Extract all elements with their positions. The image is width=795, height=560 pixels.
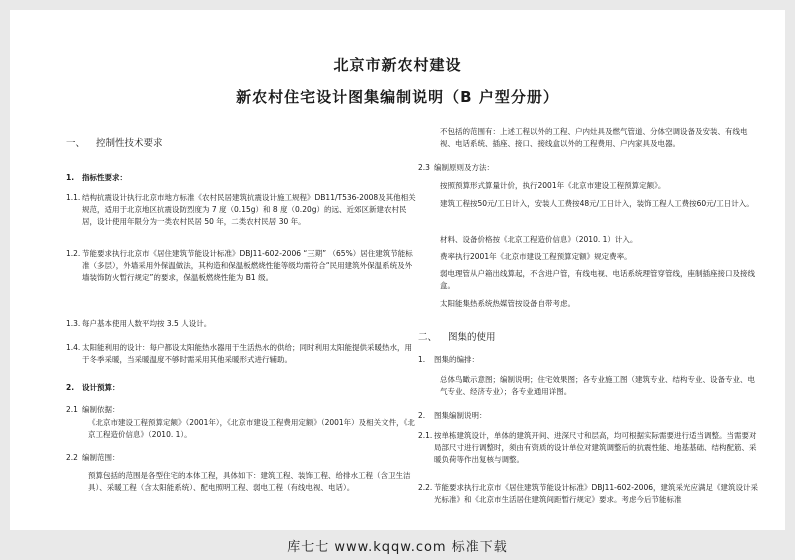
method-line-2: 建筑工程按50元/工日计入，安装人工费按48元/工日计入，装饰工程人工费按60元/工日计入。 <box>440 199 754 208</box>
section-heading: 二、 图集的使用 <box>418 332 496 343</box>
paragraph-2-3: 2.3 编制原则及方法： <box>418 163 494 172</box>
method-line-6: 太阳能集热系统热媒管按设备自带考虑。 <box>440 299 575 308</box>
usage-note-2-1: 2.1. 按单栋建筑设计，单体的建筑开间、进深尺寸和层高，均可根据实际需要进行适当调整。当需要对局部尺寸进行调整时，须由有资质的设计单位对建筑调整后的抗震性能、地基基础、结构配筋、采暖负荷等作出复核与调整。 <box>418 431 757 464</box>
section-heading: 一、 控制性技术要求 <box>66 138 163 149</box>
document-page <box>10 10 785 530</box>
paragraph-2-2-text: 预算包括的范围是各型住宅的本体工程，具体如下：建筑工程、装饰工程、给排水工程（含卫生洁具）、采暖工程（含太阳能系统）、配电照明工程、弱电工程（有线电视、电话）。 <box>88 471 411 492</box>
method-line-5: 弱电理管从户箱出线算起，不含进户管，有线电视、电话系统理管穿管线，座制插座接口及接线盒。 <box>440 269 755 290</box>
usage-notes-heading: 2. 图集编制说明： <box>418 411 487 420</box>
document-title: 北京市新农村建设 <box>333 56 462 74</box>
paragraph-2-2: 2.2 编制范围： <box>66 453 120 462</box>
method-line-4: 费率执行2001年《北京市建设工程预算定额》规定费率。 <box>440 252 632 261</box>
paragraph-1-4: 1.4. 太阳能利用的设计：每户都设太阳能热水器用于生活热水的供给；同时利用太阳能提供采暖热水，用于冬季采暖，当采暖温度不够时需采用其他采暖形式进行辅助。 <box>66 343 412 364</box>
document-subtitle: 新农村住宅设计图集编制说明（B 户型分册） <box>236 88 559 106</box>
subsection-heading: 1. 指标性要求： <box>66 173 127 182</box>
subsection-heading: 2. 设计预算： <box>66 383 120 392</box>
paragraph-2-1-text: 《北京市建设工程预算定额》（2001年），《北京市建设工程费用定额》（2001年）及相关文件，《北京工程造价信息》（2010. 1）。 <box>88 418 415 439</box>
usage-note-2-2: 2.2. 节能要求执行北京市《居住建筑节能设计标准》DBJ11-602-2006，建筑采光应满足《建筑设计采光标准》和《北京市生活居住建筑间距暂行规定》要求。考虑今后节能标准 <box>418 483 758 504</box>
usage-arrangement-text: 总体鸟瞰示意图；编制说明；住宅效果图；各专业施工图（建筑专业、结构专业、设备专业、电气专业、经济专业）；各专业通用详图。 <box>440 375 755 396</box>
method-line-1: 按照预算形式算量计价，执行2001年《北京市建设工程预算定额》。 <box>440 181 666 190</box>
paragraph-1-3: 1.3. 每户基本使用人数平均按 3.5 人设计。 <box>66 319 212 328</box>
usage-arrangement-heading: 1. 图集的编排： <box>418 355 479 364</box>
paragraph-1-2: 1.2. 节能要求执行北京市《居住建筑节能设计标准》DBJ11-602-2006 “三期” （65%）居住建筑节能标准（多层），外墙采用外保温做法，其构造和保温板燃烧性能等级均需符合“民用建筑外保温系统及外墙装饰防火暂行规定”的要求，保温板燃烧性能为 B1 级。 <box>66 249 413 282</box>
exclusions-paragraph: 不包括的范围有：上述工程以外的工程、户内灶具及燃气管道、分体空调设备及安装、有线电视、电话系统、插座、接口、接线盒以外的工程费用、户内家具及电器。 <box>440 127 748 148</box>
paragraph-2-1: 2.1 编制依据： <box>66 405 120 414</box>
paragraph-1-1: 1.1. 结构抗震设计执行北京市地方标准《农村民居建筑抗震设计施工规程》DB11/T536-2008及其他相关规范，适用于北京地区抗震设防烈度为 7 度（0.15g）和 8 度（0.20g）的远、近郊区新建农村民居，设计使用年限分为一类农村民居 50 年，二类农村民居 30 年。 <box>66 193 416 226</box>
site-watermark-footer: 库七七 www.kqqw.com 标准下载 <box>287 540 508 555</box>
method-line-3: 材料、设备价格按《北京工程造价信息》（2010. 1）计入。 <box>440 235 638 244</box>
